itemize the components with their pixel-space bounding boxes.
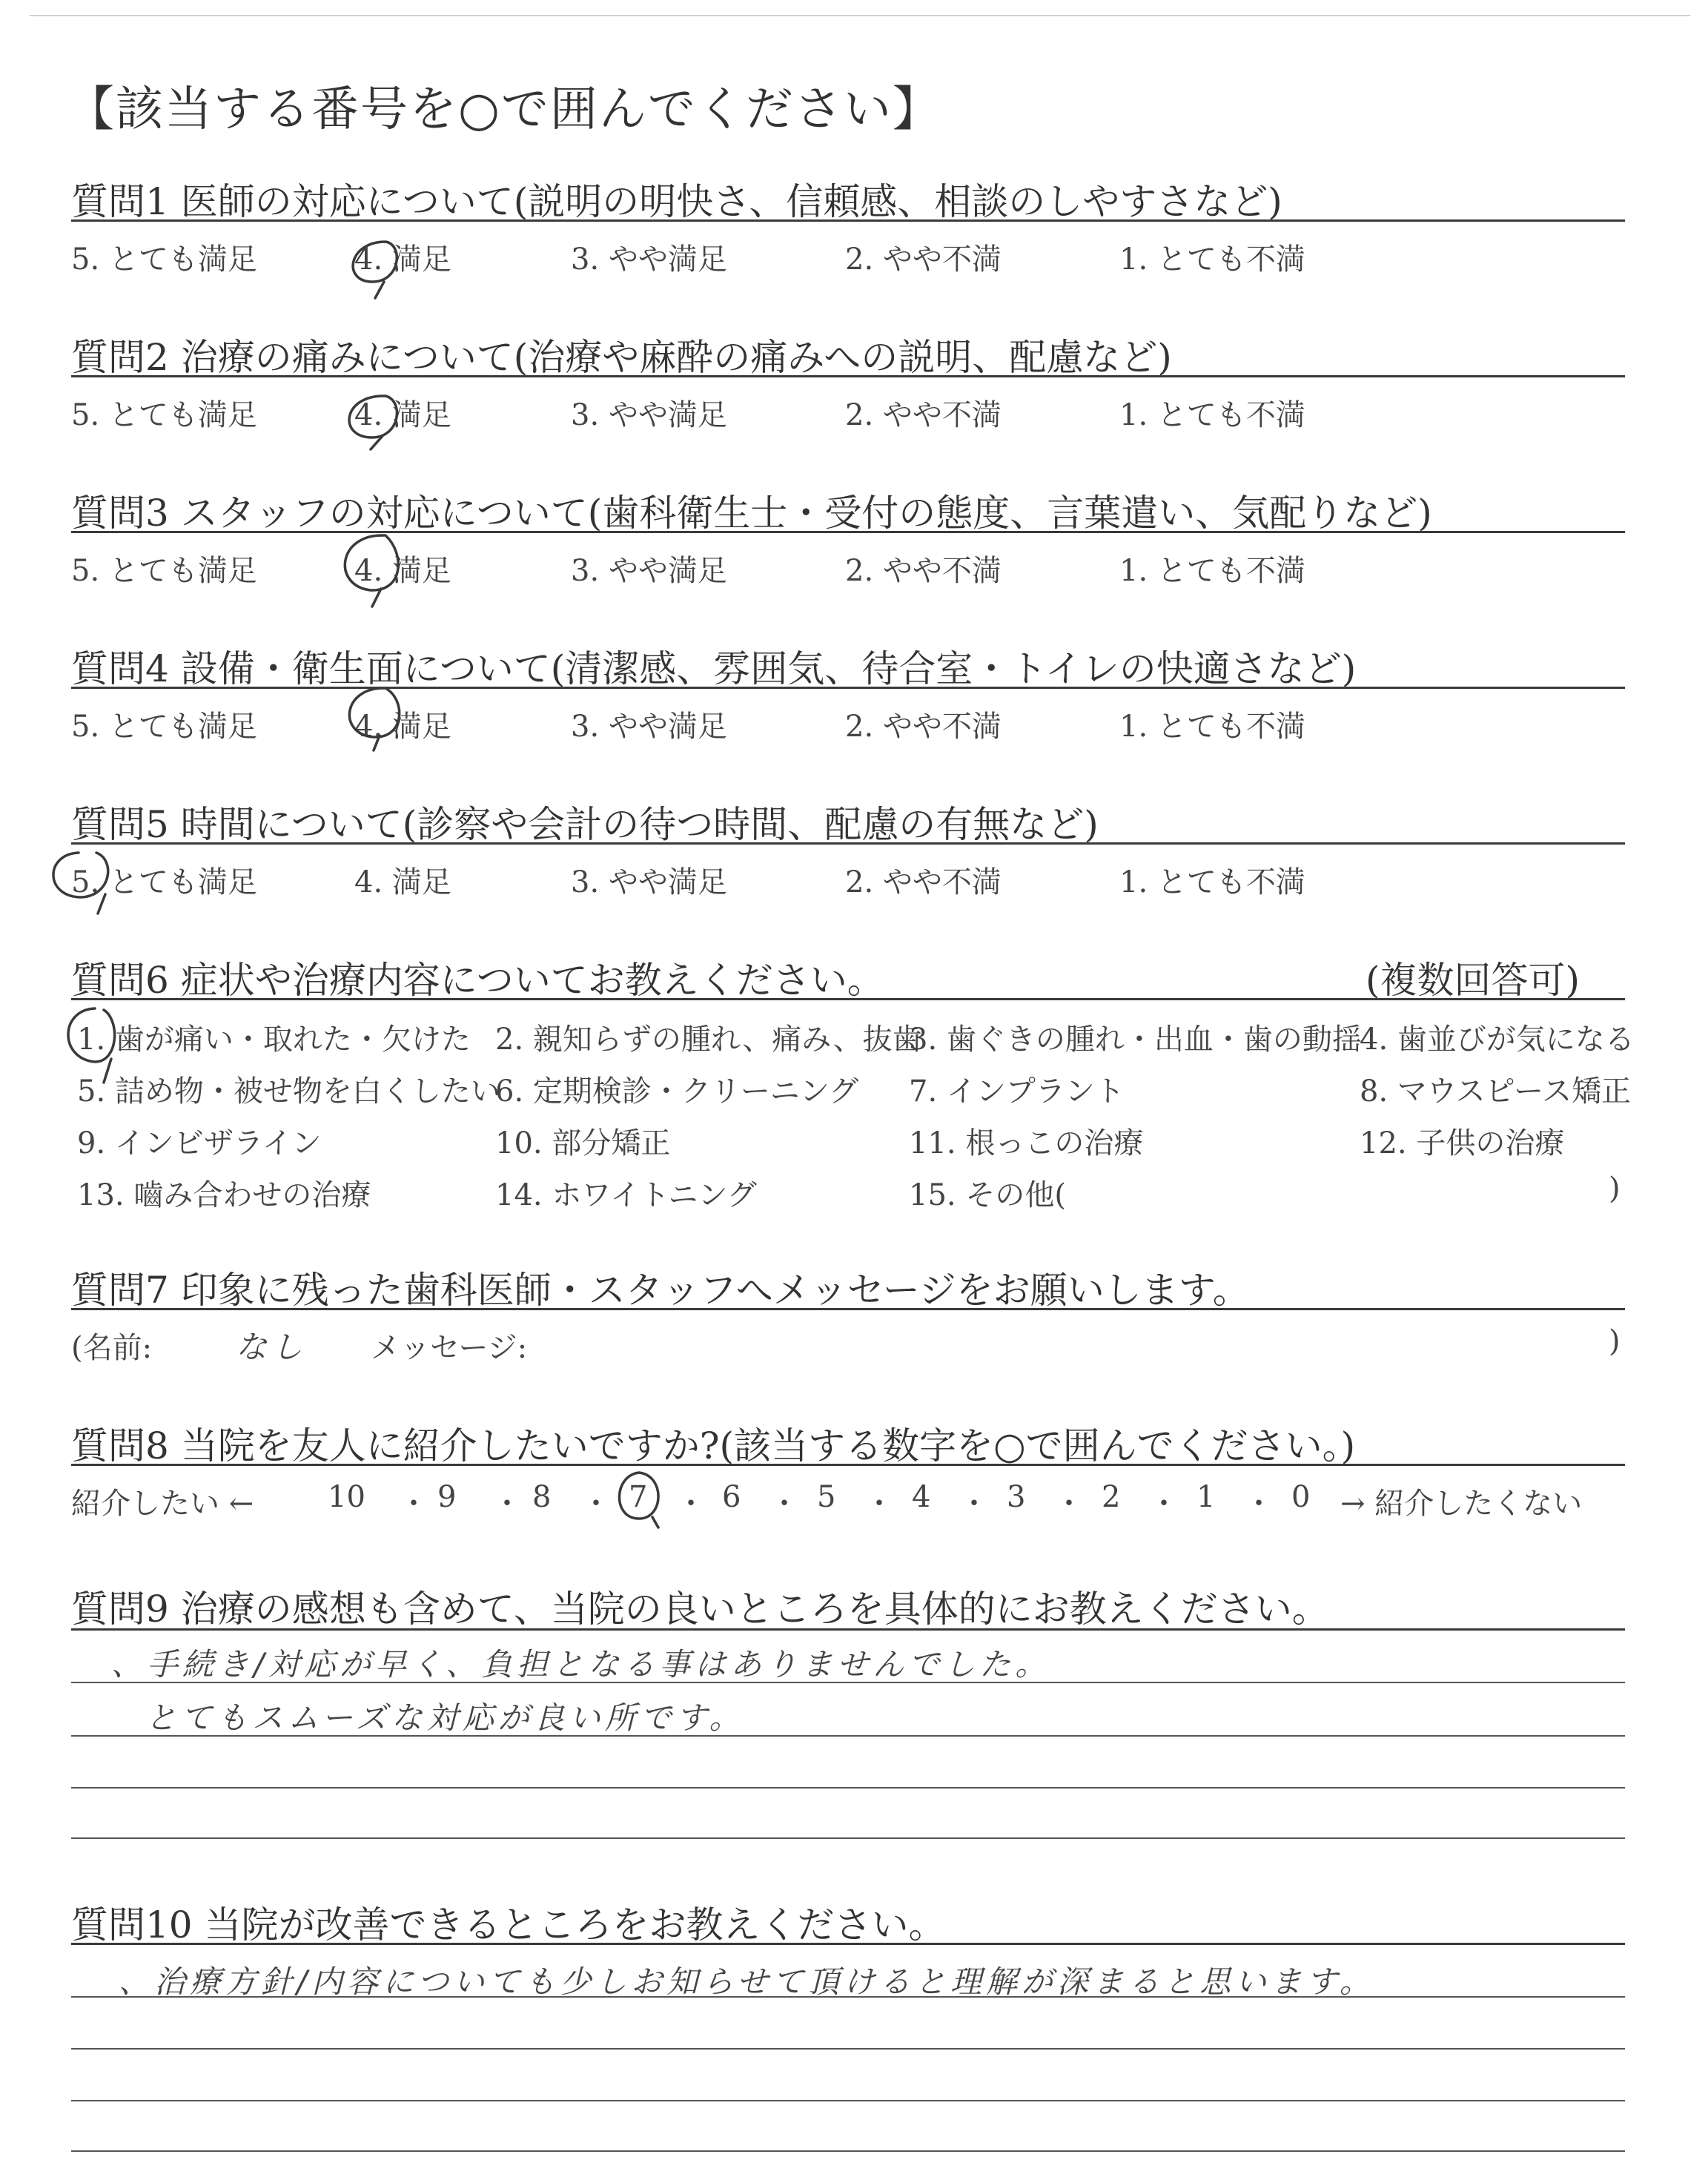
- q1-option-1[interactable]: 1. とても不満: [1119, 242, 1305, 277]
- q2-option-3[interactable]: 3. やや満足: [571, 398, 727, 432]
- q5-option-1[interactable]: 1. とても不満: [1119, 865, 1305, 899]
- q2-circle-mark: [349, 396, 397, 449]
- q8-sep: ・: [1149, 1487, 1179, 1521]
- q2-option-4[interactable]: 4. 満足: [354, 398, 451, 432]
- q6-option-4[interactable]: 4. 歯並びが気になる: [1360, 1023, 1635, 1057]
- q8-sep: ・: [1054, 1487, 1084, 1521]
- q7-close: ): [1609, 1324, 1621, 1358]
- q5-option-2[interactable]: 2. やや不満: [845, 865, 1002, 899]
- q4-option-2[interactable]: 2. やや不満: [845, 710, 1002, 744]
- q8-score-9[interactable]: 9: [437, 1480, 457, 1514]
- q8-score-2[interactable]: 2: [1102, 1480, 1121, 1514]
- q1-option-5[interactable]: 5. とても満足: [71, 242, 257, 277]
- q6-option-15[interactable]: 15. その他(: [909, 1178, 1066, 1212]
- q8-score-5[interactable]: 5: [817, 1480, 836, 1514]
- q2-option-1[interactable]: 1. とても不満: [1119, 398, 1305, 432]
- q6-option-11[interactable]: 11. 根っこの治療: [909, 1126, 1144, 1160]
- q6-option-14[interactable]: 14. ホワイトニング: [495, 1178, 757, 1212]
- q7-label: 質問7 印象に残った歯科医師・スタッフへメッセージをお願いします。: [71, 1269, 1250, 1312]
- q6-option-5[interactable]: 5. 詰め物・被せ物を白くしたい: [77, 1074, 500, 1109]
- q1-label: 質問1 医師の対応について(説明の明快さ、信頼感、相談のしやすさなど): [71, 180, 1282, 223]
- form-title: 【該当する番号を○で囲んでください】: [67, 82, 941, 137]
- q5-option-5[interactable]: 5. とても満足: [71, 865, 257, 899]
- q2-option-2[interactable]: 2. やや不満: [845, 398, 1002, 432]
- q3-label: 質問3 スタッフの対応について(歯科衛生士・受付の態度、言葉遣い、気配りなど): [71, 492, 1432, 535]
- q8-score-7[interactable]: 7: [629, 1480, 648, 1514]
- q6-option-12[interactable]: 12. 子供の治療: [1360, 1126, 1565, 1160]
- q5-option-4[interactable]: 4. 満足: [354, 865, 451, 899]
- q2-option-5[interactable]: 5. とても満足: [71, 398, 257, 432]
- q6-circle-mark: [68, 1008, 115, 1083]
- q8-left-label: 紹介したい ←: [71, 1487, 254, 1521]
- q8-score-0[interactable]: 0: [1291, 1480, 1311, 1514]
- q1-circle-mark: [353, 242, 397, 298]
- q4-option-1[interactable]: 1. とても不満: [1119, 710, 1305, 744]
- q8-sep: ・: [1244, 1487, 1274, 1521]
- q4-label: 質問4 設備・衛生面について(清潔感、雰囲気、待合室・トイレの快適さなど): [71, 647, 1357, 690]
- q8-sep: ・: [581, 1487, 611, 1521]
- q8-sep: ・: [676, 1487, 706, 1521]
- q5-option-3[interactable]: 3. やや満足: [571, 865, 727, 899]
- q10-answer-line-1[interactable]: 、治療方針/内容についても少しお知らせて頂けると理解が深まると思います。: [119, 1964, 1375, 2000]
- q8-score-1[interactable]: 1: [1196, 1480, 1216, 1514]
- q7-name-value[interactable]: なし: [236, 1329, 308, 1365]
- q8-circle-mark: [619, 1473, 658, 1527]
- q8-score-10[interactable]: 10: [328, 1480, 365, 1514]
- q1-option-3[interactable]: 3. やや満足: [571, 242, 727, 277]
- q4-option-5[interactable]: 5. とても満足: [71, 710, 257, 744]
- q4-option-3[interactable]: 3. やや満足: [571, 710, 727, 744]
- q3-option-5[interactable]: 5. とても満足: [71, 554, 257, 588]
- q8-score-3[interactable]: 3: [1007, 1480, 1026, 1514]
- q8-score-8[interactable]: 8: [532, 1480, 552, 1514]
- q4-circle-mark: [349, 688, 399, 750]
- q9-answer-line-1[interactable]: 、手続き/対応が早く、負担となる事はありませんでした。: [111, 1646, 1051, 1682]
- q6-option-15-close: ): [1609, 1172, 1621, 1206]
- q6-option-8[interactable]: 8. マウスピース矯正: [1360, 1074, 1632, 1109]
- q6-option-10[interactable]: 10. 部分矯正: [495, 1126, 671, 1160]
- q5-label: 質問5 時間について(診察や会計の待つ時間、配慮の有無など): [71, 803, 1099, 846]
- q8-score-6[interactable]: 6: [722, 1480, 741, 1514]
- q6-option-7[interactable]: 7. インプラント: [909, 1074, 1125, 1109]
- q3-option-1[interactable]: 1. とても不満: [1119, 554, 1305, 588]
- q8-sep: ・: [769, 1487, 799, 1521]
- q1-option-2[interactable]: 2. やや不満: [845, 242, 1002, 277]
- q8-sep: ・: [399, 1487, 428, 1521]
- q3-option-3[interactable]: 3. やや満足: [571, 554, 727, 588]
- q9-answer-line-2[interactable]: とてもスムーズな対応が良い所です。: [145, 1700, 745, 1736]
- q8-sep: ・: [492, 1487, 522, 1521]
- q6-option-9[interactable]: 9. インビザライン: [77, 1126, 322, 1160]
- q9-label: 質問9 治療の感想も含めて、当院の良いところを具体的にお教えください。: [71, 1588, 1329, 1631]
- q8-sep: ・: [959, 1487, 989, 1521]
- q8-right-label: → 紹介したくない: [1340, 1487, 1583, 1521]
- q6-label: 質問6 症状や治療内容についてお教えください。: [71, 959, 884, 1002]
- q6-option-6[interactable]: 6. 定期検診・クリーニング: [495, 1074, 859, 1109]
- q3-option-4[interactable]: 4. 満足: [354, 554, 451, 588]
- q7-message-label: メッセージ:: [371, 1331, 528, 1365]
- q8-score-4[interactable]: 4: [912, 1480, 931, 1514]
- q5-circle-mark: [53, 853, 108, 914]
- q4-option-4[interactable]: 4. 満足: [354, 710, 451, 744]
- q7-name-label: (名前:: [71, 1331, 153, 1365]
- q8-label: 質問8 当院を友人に紹介したいですか?(該当する数字を○で囲んでください。): [71, 1424, 1356, 1467]
- q10-label: 質問10 当院が改善できるところをお教えください。: [71, 1903, 946, 1946]
- q1-option-4[interactable]: 4. 満足: [354, 242, 451, 277]
- q6-note: (複数回答可): [1366, 959, 1580, 1002]
- q8-sep: ・: [864, 1487, 894, 1521]
- q3-option-2[interactable]: 2. やや不満: [845, 554, 1002, 588]
- q6-option-13[interactable]: 13. 嚙み合わせの治療: [77, 1178, 371, 1212]
- q6-option-3[interactable]: 3. 歯ぐきの腫れ・出血・歯の動揺: [909, 1023, 1362, 1057]
- q6-option-1[interactable]: 1. 歯が痛い・取れた・欠けた: [77, 1023, 471, 1057]
- q2-label: 質問2 治療の痛みについて(治療や麻酔の痛みへの説明、配慮など): [71, 336, 1172, 379]
- q6-option-2[interactable]: 2. 親知らずの腫れ、痛み、抜歯: [495, 1023, 922, 1057]
- q3-circle-mark: [345, 535, 398, 607]
